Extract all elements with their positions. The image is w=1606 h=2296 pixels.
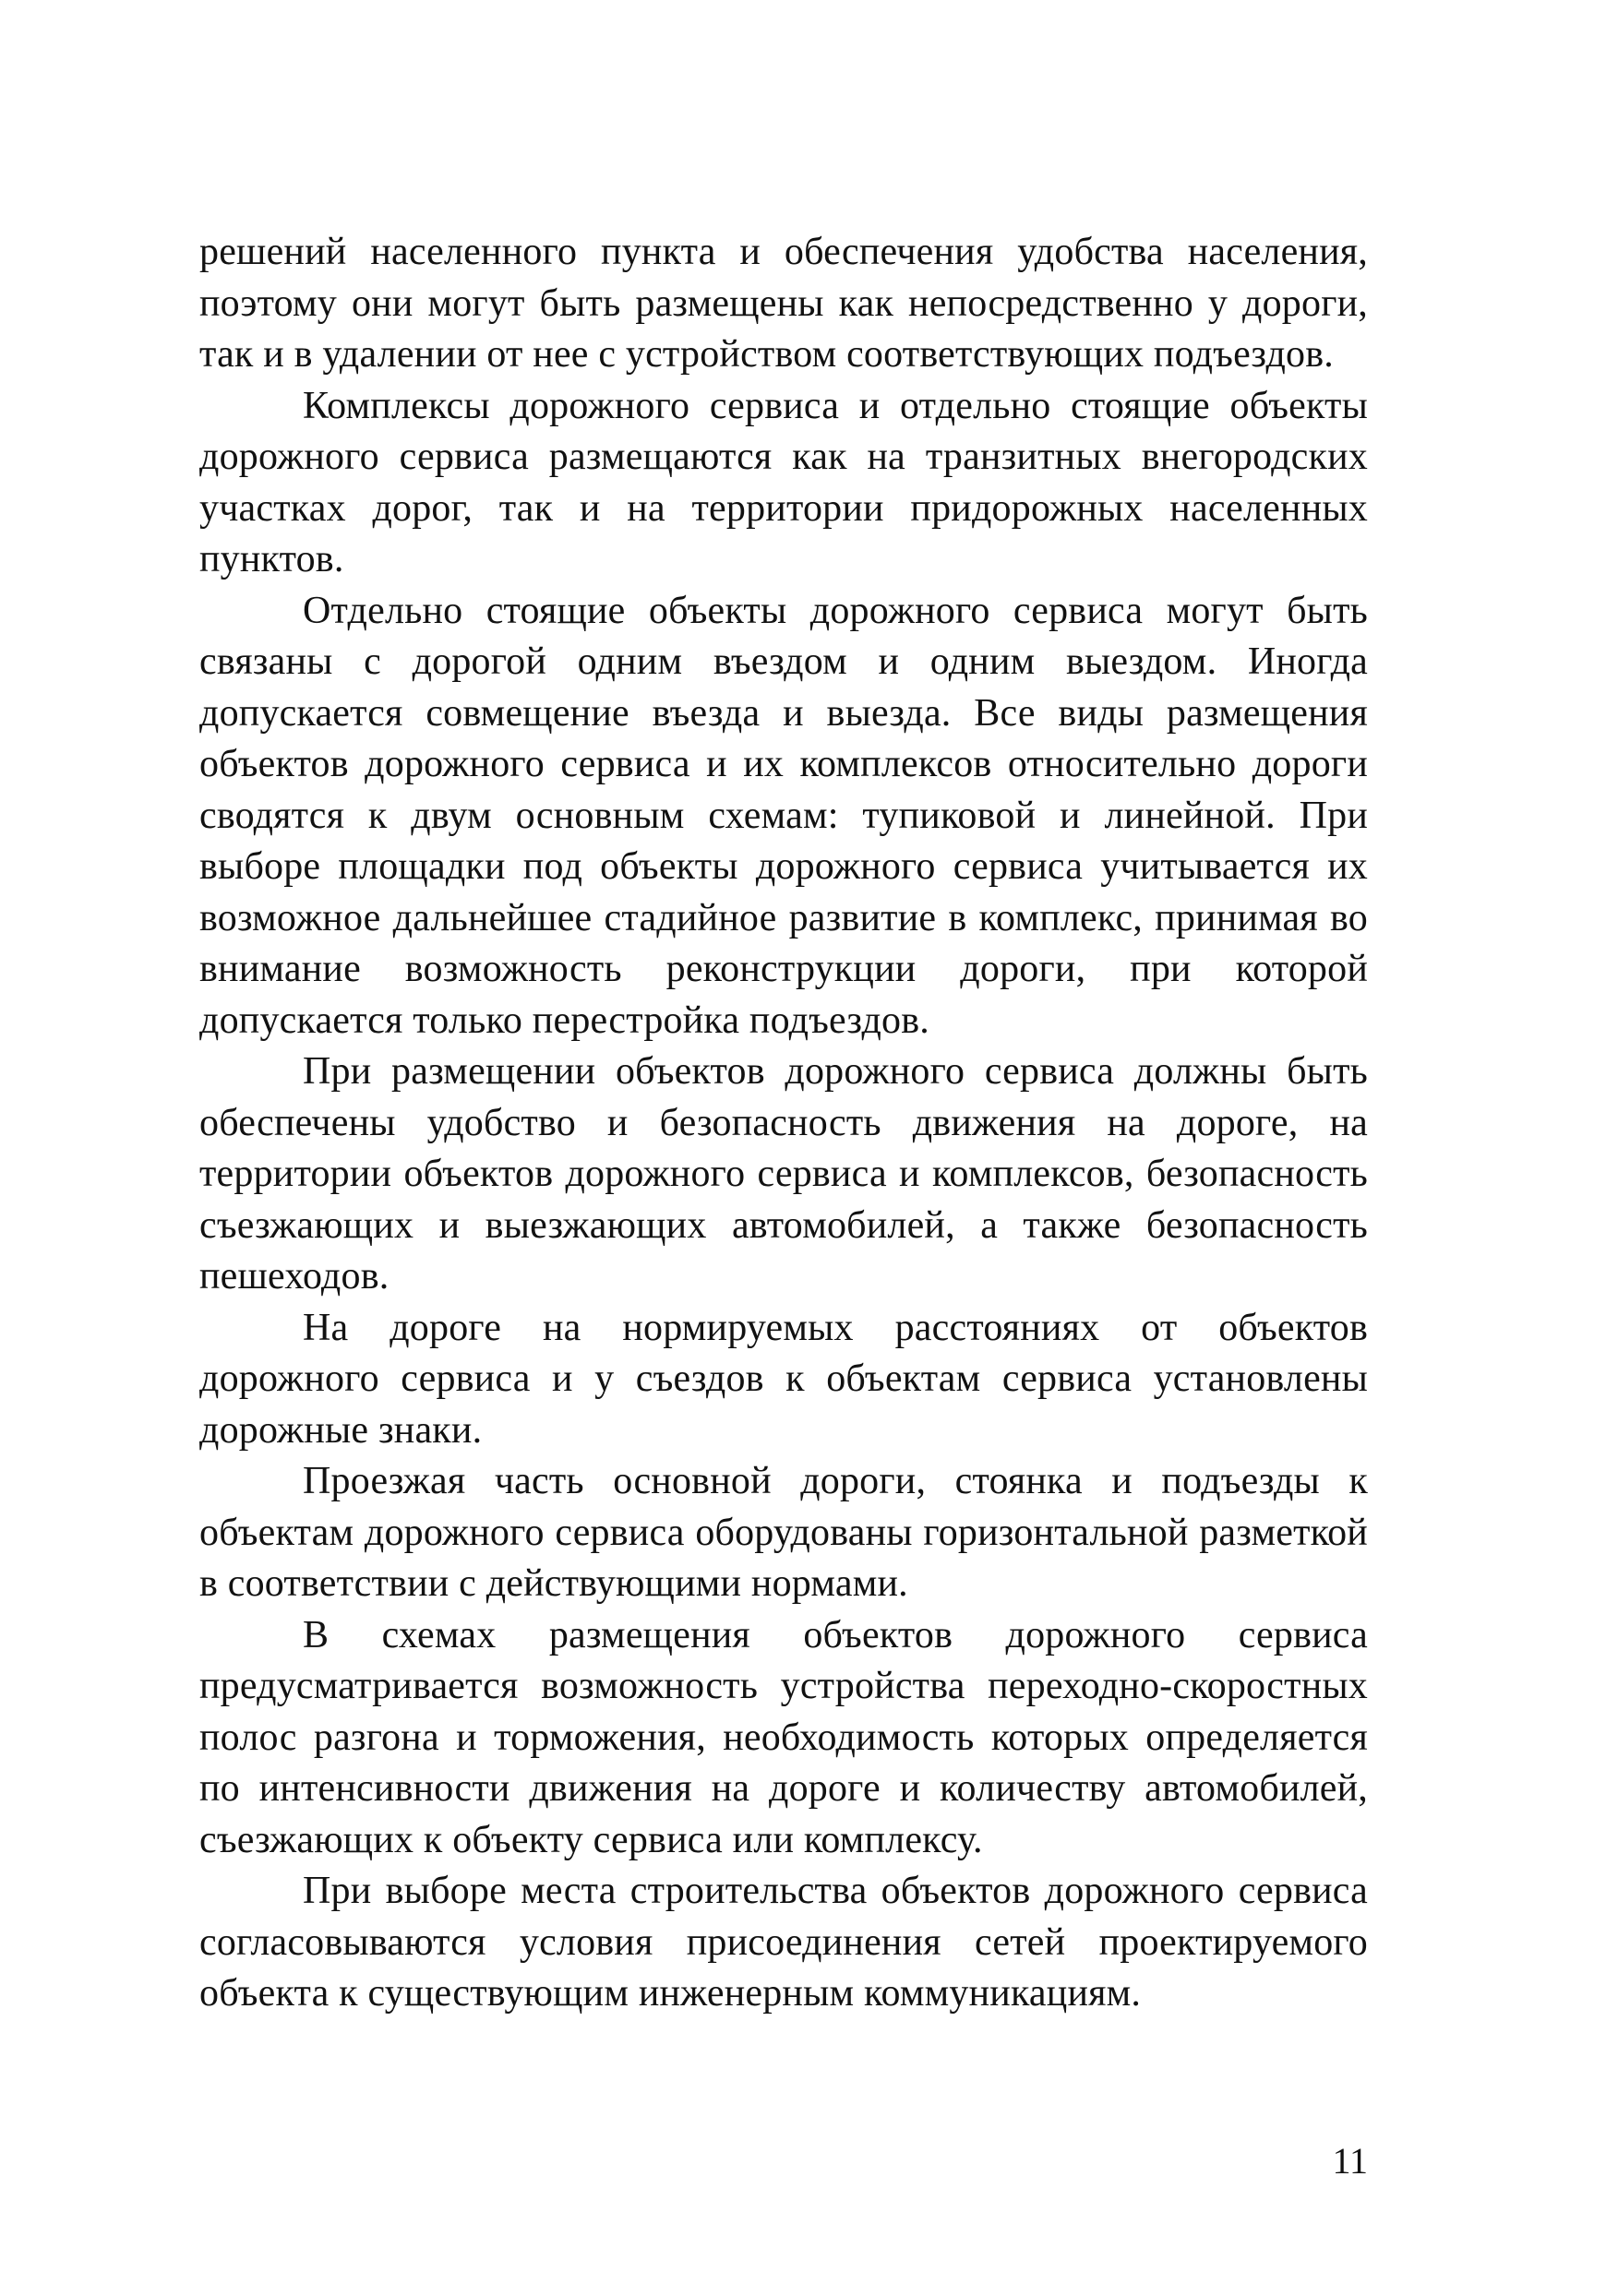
paragraph-6: Проезжая часть основной дороги, стоянка и подъезды к объектам дорожного сервиса оборудованы горизонтальной разметкой в соответствии с действующими нормами. <box>199 1460 1368 1605</box>
paragraph-5: На дороге на нормируемых расстояниях от объектов дорожного сервиса и у съездов к объектам сервиса установлены дорожные знаки. <box>199 1306 1368 1452</box>
page-number: 11 <box>1332 2140 1368 2182</box>
paragraph-1: решений населенного пункта и обеспечения удобства населения, поэтому они могут быть размещены как непосредственно у дороги, так и в удалении от нее с устройством соответствующих подъездов. <box>199 231 1368 376</box>
body-text <box>199 227 1368 2020</box>
paragraph-8: При выборе места строительства объектов дорожного сервиса согласовываются условия присоединения сетей проектируемого объекта к существующим инженерным коммуникациям. <box>199 1870 1368 2015</box>
paragraph-4: При размещении объектов дорожного сервиса должны быть обеспечены удобство и безопасность движения на дороге, на территории объектов дорожного сервиса и комплексов, безопасность съезжающих и выезжающих автомобилей, а также безопасность пешеходов. <box>199 1050 1368 1297</box>
paragraph-7: В схемах размещения объектов дорожного сервиса предусматривается возможность устройства переходно-скоростных полос разгона и торможения, необходимость которых определяется по интенсивности движения на дороге и количеству автомобилей, съезжающих к объекту сервиса или комплексу. <box>199 1613 1368 1861</box>
paragraph-3: Отдельно стоящие объекты дорожного сервиса могут быть связаны с дорогой одним въездом и одним выездом. Иногда допускается совмещение въезда и выезда. Все виды размещения объектов дорожного сервиса и их комплексов относительно дороги сводятся к двум основным схемам: тупиковой и линейной. При выборе площадки под объекты дорожного сервиса учитывается их возможное дальнейшее стадийное развитие в комплекс, принимая во внимание возможность реконструкции дороги, при которой допускается только перестройка подъездов. <box>199 589 1368 1042</box>
paragraph-2: Комплексы дорожного сервиса и отдельно стоящие объекты дорожного сервиса размещаются как на транзитных внегородских участках дорог, так и на территории придорожных населенных пунктов. <box>199 384 1368 580</box>
